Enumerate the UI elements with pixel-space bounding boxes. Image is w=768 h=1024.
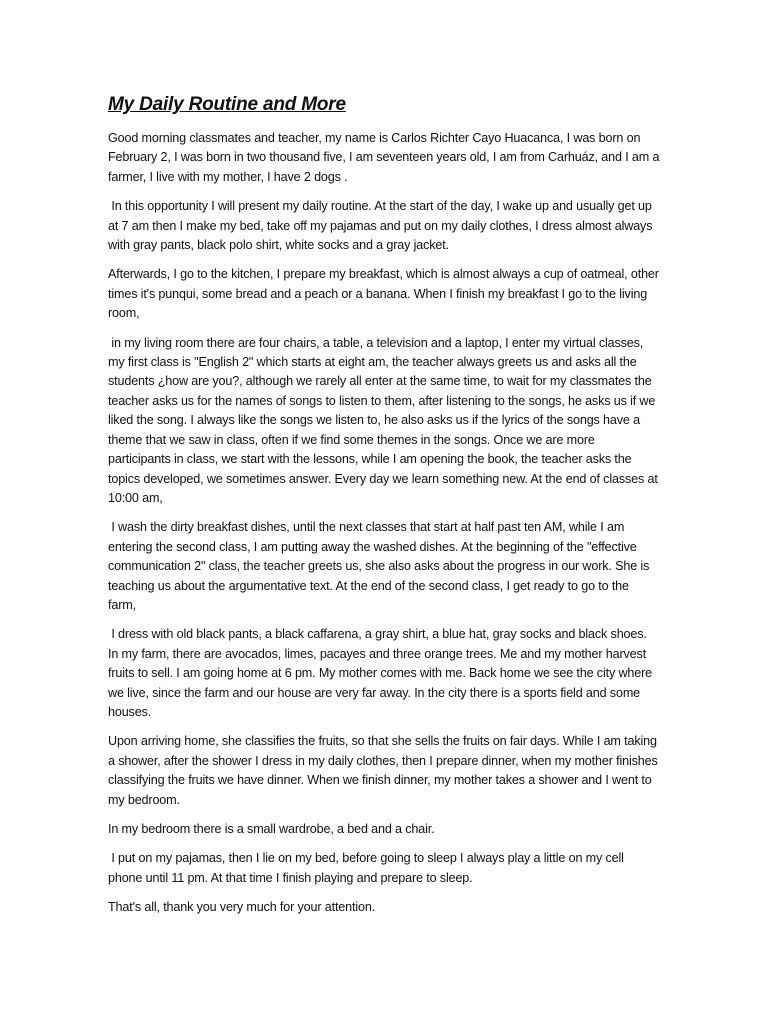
paragraph-closing: That's all, thank you very much for your attention. [108, 900, 376, 915]
paragraph-living-room-classes: in my living room there are four chairs, a table, a television and a laptop, I enter my virtual classes, my first class is "English 2" which starts at eight am, the teacher always greets us and asks all the students ¿how are you?, although we rarely all enter at the same time, to wait for my classmates the teacher asks us for the names of songs to listen to them, after listening to the songs, he asks us if we liked the song. I always like the songs we listen to, he also asks us if the lyrics of the songs have a theme that we saw in class, often if we find some themes in the songs. Once we are more participants in class, we start with the lessons, while I am opening the book, the teacher asks the topics developed, we sometimes answer. Every day we learn something new. At the end of classes at 10:00 am, [108, 335, 662, 505]
document-page [108, 92, 663, 928]
paragraph-bedroom: In my bedroom there is a small wardrobe, a bed and a chair. [108, 822, 435, 836]
paragraph-breakfast: Afterwards, I go to the kitchen, I prepare my breakfast, which is almost always a cup of oatmeal, other times it's punqui, some bread and a peach or a banana. When I finish my breakfast I go to the living room, [108, 267, 663, 321]
paragraph-introduction: Good morning classmates and teacher, my name is Carlos Richter Cayo Huacanca, I was born on February 2, I was born in two thousand five, I am seventeen years old, I am from Carhuáz, and I am a farmer, I live with my mother, I have 2 dogs . [108, 131, 663, 184]
paragraph-farm: I dress with old black pants, a black caffarena, a gray shirt, a blue hat, gray socks and black shoes. In my farm, there are avocados, limes, pacayes and three orange trees. Me and my mother harvest fruits to sell. I am going home at 6 pm. My mother comes with me. Back home we see the city where we live, since the farm and our house are very far away. In the city there is a sports field and some houses. [108, 627, 656, 719]
paragraph-bedtime: I put on my pajamas, then I lie on my bed, before going to sleep I always play a little on my cell phone until 11 pm. At that time I finish playing and prepare to sleep. [108, 851, 628, 885]
paragraph-evening: Upon arriving home, she classifies the fruits, so that she sells the fruits on fair days. While I am taking a shower, after the shower I dress in my daily clothes, then I prepare dinner, when my mother finishes classifying the fruits we have dinner. When we finish dinner, my mother takes a shower and I went to my bedroom. [108, 734, 661, 807]
paragraph-second-class: I wash the dirty breakfast dishes, until the next classes that start at half past ten AM, while I am entering the second class, I am putting away the washed dishes. At the beginning of the "effective communication 2" class, the teacher greets us, she also asks about the progress in our work. She is teaching us about the argumentative text. At the end of the second class, I get ready to go to the farm, [108, 520, 653, 612]
paragraph-morning-routine: In this opportunity I will present my daily routine. At the start of the day, I wake up and usually get up at 7 am then I make my bed, take off my pajamas and put on my daily clothes, I dress almost always with gray pants, black polo shirt, white socks and a gray jacket. [108, 199, 656, 253]
document-title: My Daily Routine and More [108, 94, 346, 115]
